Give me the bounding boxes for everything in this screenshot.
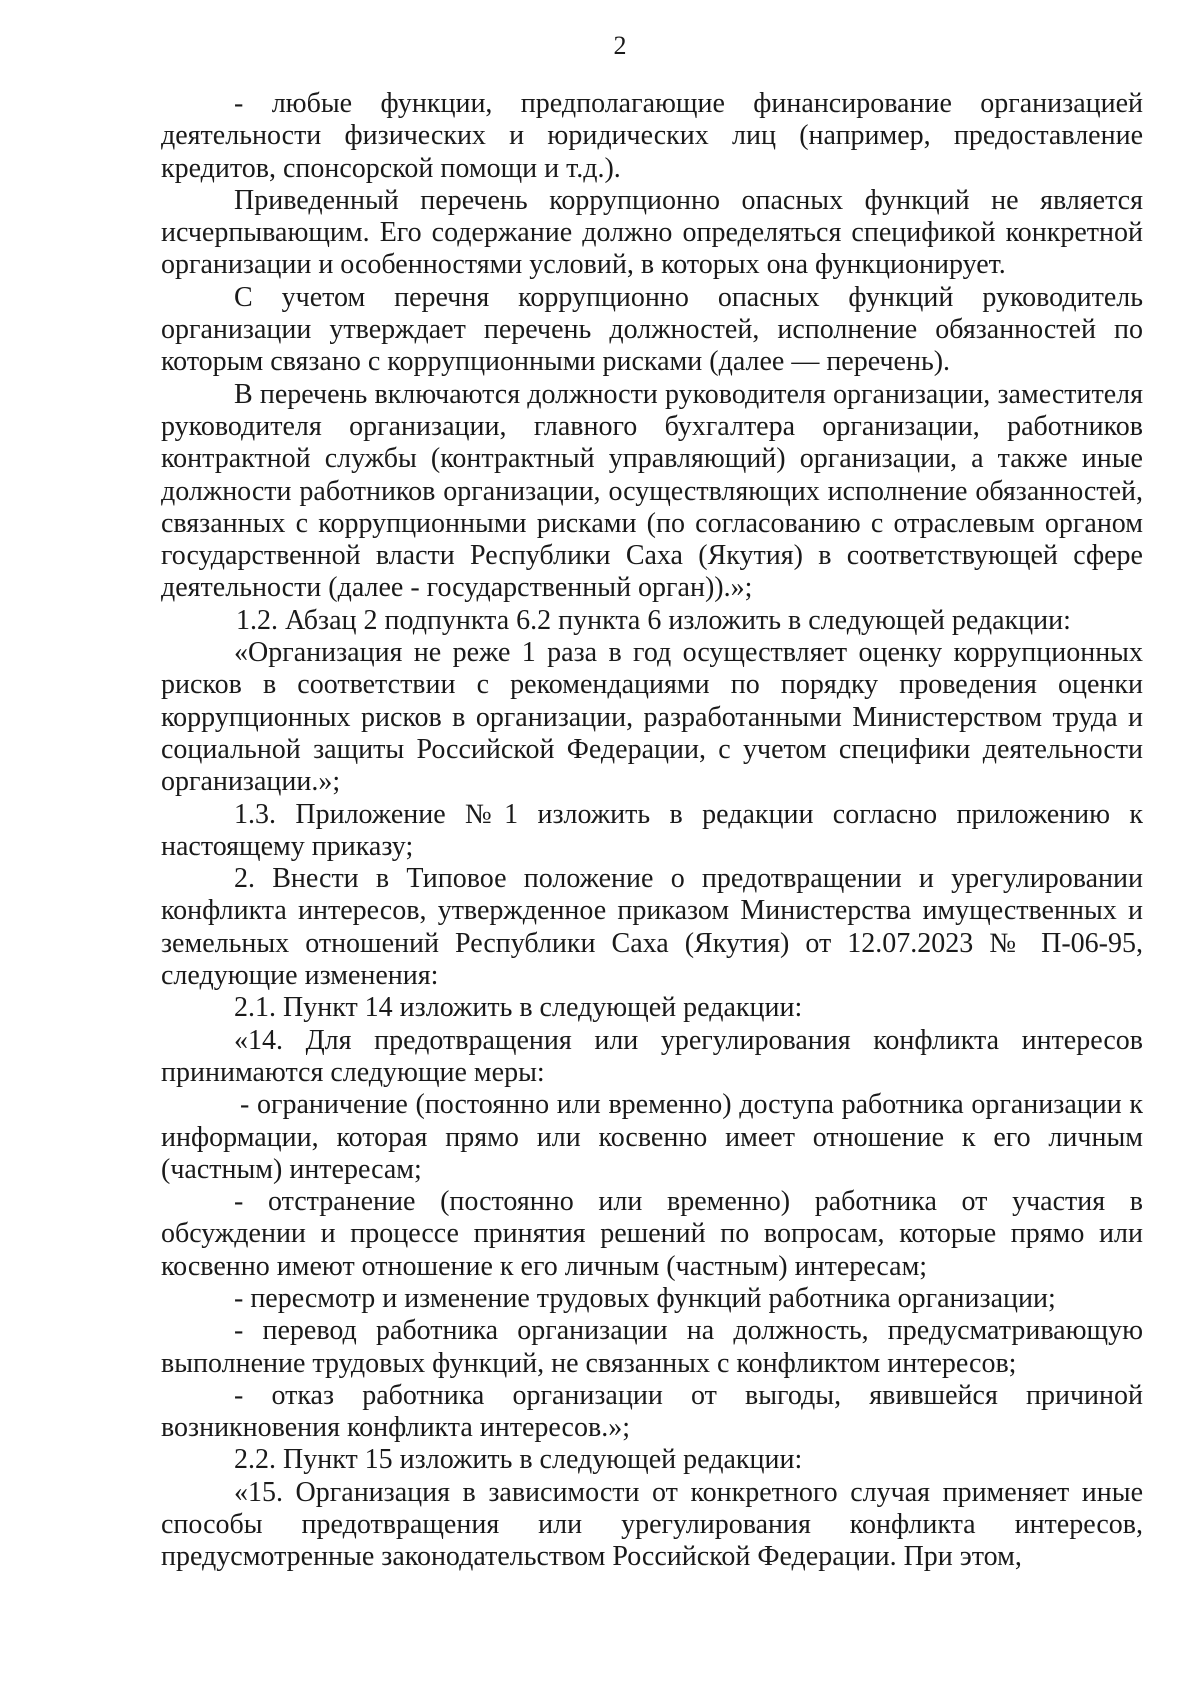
page-number: 2 bbox=[613, 31, 627, 60]
paragraph-measure-transfer: - перевод работника организации на должность, предусматривающую выполнение трудовых функций, не связанных с конфликтом интересов; bbox=[161, 1315, 1143, 1379]
paragraph-item-1-3: 1.3. Приложение №1 изложить в редакции согласно приложению к настоящему приказу; bbox=[161, 798, 1143, 862]
paragraph-funding-functions: - любые функции, предполагающие финансирование организацией деятельности физических и юридических лиц (например, предоставление кредитов, спонсорской помощи и т.д.). bbox=[161, 88, 1143, 184]
paragraph-point-14: «14. Для предотвращения или урегулирования конфликта интересов принимаются следующие меры: bbox=[161, 1024, 1143, 1088]
paragraph-measure-revision: - пересмотр и изменение трудовых функций работника организации; bbox=[234, 1282, 1056, 1314]
paragraph-point-15: «15. Организация в зависимости от конкретного случая применяет иные способы предотвращения или урегулирования конфликта интересов, предусмотренные законодательством Российской Федерации. При этом, bbox=[161, 1476, 1143, 1573]
paragraph-list-not-exhaustive: Приведенный перечень коррупционно опасных функций не является исчерпывающим. Его содержание должно определяться спецификой конкретной организации и особенностями условий, в которых она функционирует. bbox=[161, 184, 1143, 281]
paragraph-item-2-1: 2.1. Пункт 14 изложить в следующей редакции: bbox=[234, 992, 803, 1024]
paragraph-item-1-2: 1.2. Абзац 2 подпункта 6.2 пункта 6 изложить в следующей редакции: bbox=[236, 604, 1071, 636]
paragraph-measure-restriction: - ограничение (постоянно или временно) доступа работника организации к информации, которая прямо или косвенно имеет отношение к его личным (частным) интересам; bbox=[161, 1089, 1143, 1185]
paragraph-item-2-2: 2.2. Пункт 15 изложить в следующей редакции: bbox=[234, 1444, 803, 1476]
document-body bbox=[161, 88, 1143, 1574]
paragraph-measure-removal: - отстранение (постоянно или временно) работника от участия в обсуждении и процессе принятия решений по вопросам, которые прямо или косвенно имеют отношение к его личным (частным) интересам; bbox=[161, 1186, 1143, 1282]
paragraph-item-2: 2. Внести в Типовое положение о предотвращении и урегулировании конфликта интересов, утвержденное приказом Министерства имущественных и земельных отношений Республики Саха (Якутия) от 12.07.2023 № П-06-95, следующие изменения: bbox=[161, 863, 1143, 992]
paragraph-head-approves-list: С учетом перечня коррупционно опасных функций руководитель организации утверждает перечень должностей, исполнение обязанностей по которым связано с коррупционными рисками (далее — перечень). bbox=[161, 281, 1143, 378]
paragraph-measure-refusal: - отказ работника организации от выгоды, явившейся причиной возникновения конфликта интересов.»; bbox=[161, 1379, 1143, 1444]
paragraph-risk-assessment: «Организация не реже 1 раза в год осуществляет оценку коррупционных рисков в соответствии с рекомендациями по порядку проведения оценки коррупционных рисков в организации, разработанными Министерством труда и социальной защиты Российской Федерации, с учетом специфики деятельности организации.»; bbox=[161, 637, 1143, 798]
paragraph-list-positions: В перечень включаются должности руководителя организации, заместителя руководителя организации, главного бухгалтера организации, работников контрактной службы (контрактный управляющий) организации, а также иные должности работников организации, осуществляющих исполнение обязанностей, связанных с коррупционными рисками (по согласованию с отраслевым органом государственной власти Республики Саха (Якутия) в соответствующей сфере деятельности (далее - государственный орган)).»; bbox=[161, 378, 1143, 604]
